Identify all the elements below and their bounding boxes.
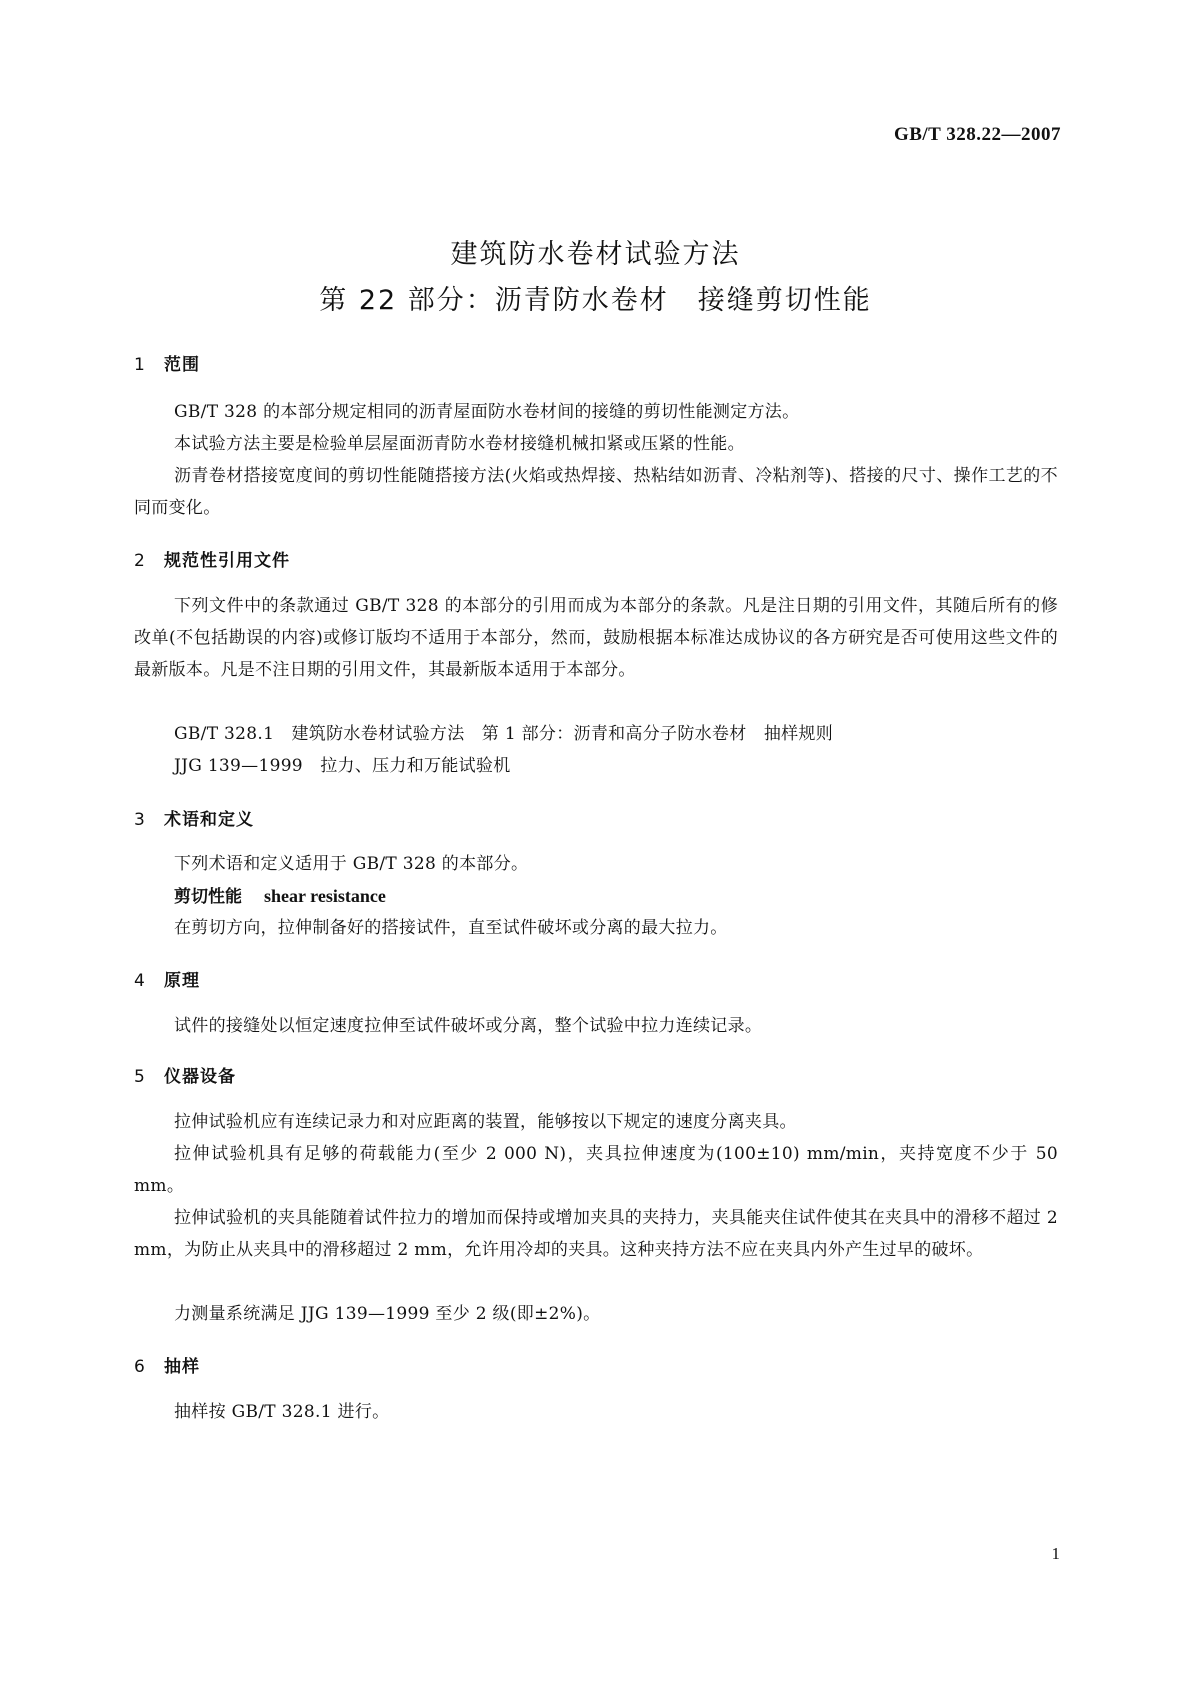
page-number: 1 (1051, 1544, 1060, 1563)
section-title: 范围 (164, 355, 200, 375)
section-title: 术语和定义 (164, 810, 254, 830)
section-5-heading (134, 1062, 236, 1087)
document-title-line-1: 建筑防水卷材试验方法 (450, 239, 741, 270)
section-number: 2 (134, 551, 146, 571)
section-3-heading (134, 805, 254, 830)
section-number: 4 (134, 971, 146, 991)
section-1-paragraph: 本试验方法主要是检验单层屋面沥青防水卷材接缝机械扣紧或压紧的性能。 (174, 434, 745, 454)
section-1-paragraph: 沥青卷材搭接宽度间的剪切性能随搭接方法(火焰或热焊接、热粘结如沥青、冷粘剂等)、搭接的尺寸、操作工艺的不同而变化。 (134, 466, 1058, 518)
section-title: 抽样 (164, 1357, 200, 1377)
section-1-heading (134, 350, 200, 375)
section-title: 规范性引用文件 (164, 551, 290, 571)
section-5-paragraph: 拉伸试验机应有连续记录力和对应距离的装置，能够按以下规定的速度分离夹具。 (174, 1112, 797, 1132)
standard-number: GB/T 328.22—2007 (893, 124, 1061, 145)
term-english: shear resistance (264, 886, 386, 906)
section-number: 5 (134, 1067, 146, 1087)
section-5-paragraph: 拉伸试验机的夹具能随着试件拉力的增加而保持或增加夹具的夹持力，夹具能夹住试件使其在夹具中的滑移不超过 2 mm，为防止从夹具中的滑移超过 2 mm，允许用冷却的夹具。这种夹持方法不应在夹具内外产生过早的破坏。 (134, 1208, 1058, 1260)
section-6-heading (134, 1352, 200, 1377)
section-title: 原理 (164, 971, 200, 991)
section-6-paragraph: 抽样按 GB/T 328.1 进行。 (174, 1402, 390, 1422)
section-5-paragraph: 力测量系统满足 JJG 139—1999 至少 2 级(即±2%)。 (174, 1304, 601, 1324)
section-4-paragraph: 试件的接缝处以恒定速度拉伸至试件破坏或分离，整个试验中拉力连续记录。 (174, 1016, 763, 1036)
section-number: 1 (134, 355, 146, 375)
term-chinese: 剪切性能 (174, 887, 242, 907)
reference-item: JJG 139—1999 拉力、压力和万能试验机 (174, 756, 511, 776)
section-4-heading (134, 966, 200, 991)
section-number: 6 (134, 1357, 146, 1377)
term-entry (174, 880, 386, 913)
section-2-paragraph: 下列文件中的条款通过 GB/T 328 的本部分的引用而成为本部分的条款。凡是注日期的引用文件，其随后所有的修改单(不包括勘误的内容)或修订版均不适用于本部分，然而，鼓励根据本标准达成协议的各方研究是否可使用这些文件的最新版本。凡是不注日期的引用文件，其最新版本适用于本部分。 (134, 596, 1058, 680)
section-5-paragraph: 拉伸试验机具有足够的荷载能力(至少 2 000 N)，夹具拉伸速度为(100±10) mm/min，夹持宽度不少于 50 mm。 (134, 1144, 1058, 1196)
section-3-intro: 下列术语和定义适用于 GB/T 328 的本部分。 (174, 854, 529, 874)
section-1-paragraph: GB/T 328 的本部分规定相同的沥青屋面防水卷材间的接缝的剪切性能测定方法。 (174, 402, 800, 422)
reference-item: GB/T 328.1 建筑防水卷材试验方法 第 1 部分：沥青和高分子防水卷材 抽样规则 (174, 724, 834, 744)
section-2-heading (134, 546, 290, 571)
term-definition: 在剪切方向，拉伸制备好的搭接试件，直至试件破坏或分离的最大拉力。 (174, 918, 728, 938)
section-title: 仪器设备 (164, 1067, 236, 1087)
section-number: 3 (134, 810, 146, 830)
document-title-line-2: 第 22 部分：沥青防水卷材 接缝剪切性能 (319, 285, 872, 316)
